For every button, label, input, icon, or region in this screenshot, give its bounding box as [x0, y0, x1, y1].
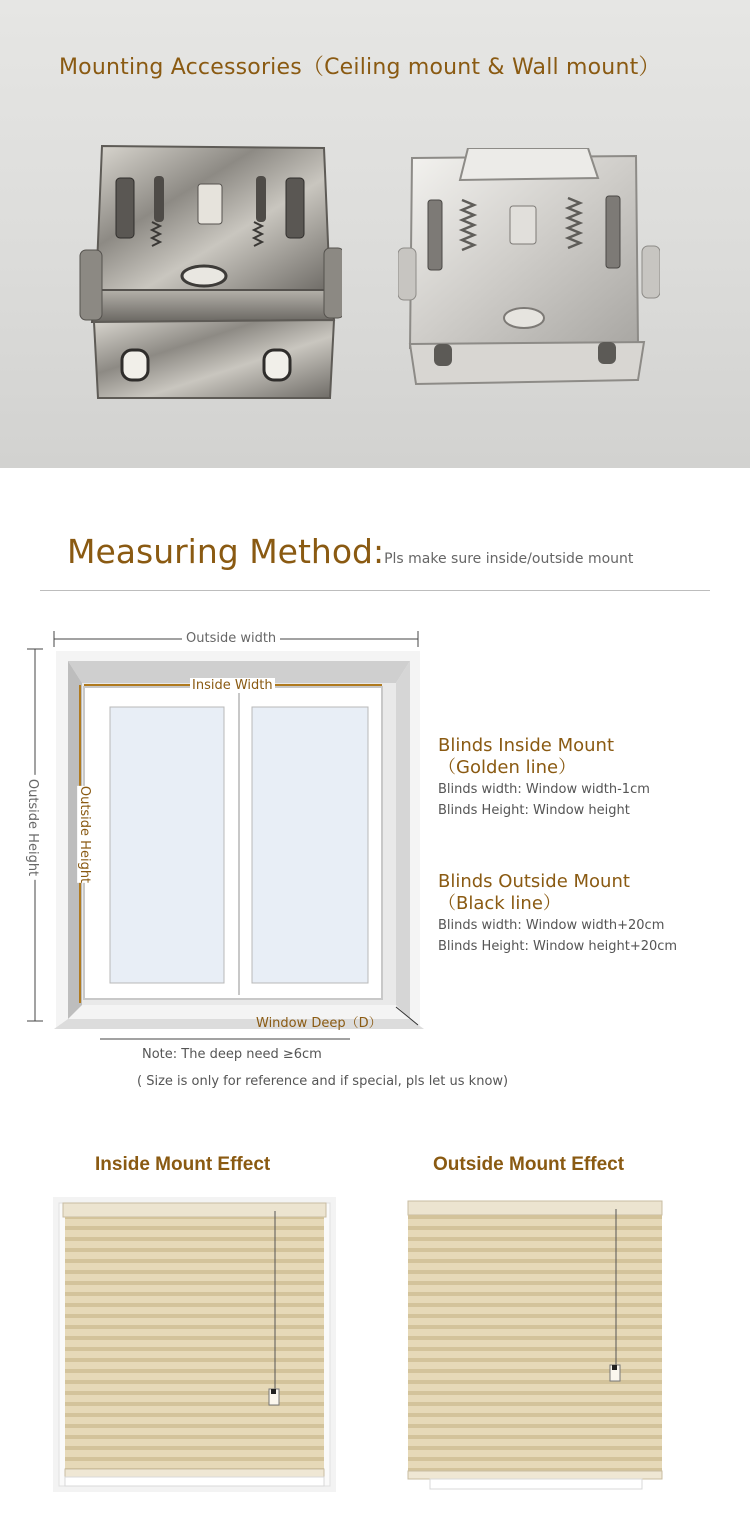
outside-mount-width: Blinds width: Window width+20cm — [438, 918, 665, 933]
ceiling-mount-bracket-image — [72, 140, 342, 410]
outside-mount-title: Blinds Outside Mount — [438, 871, 630, 892]
outside-mount-effect-image — [400, 1197, 670, 1495]
window-deep-label: Window Deep（D） — [256, 1016, 382, 1031]
outside-height-label: Outside Height — [25, 775, 40, 880]
inside-mount-height: Blinds Height: Window height — [438, 803, 630, 818]
inside-mount-line: （Golden line） — [438, 757, 577, 778]
outside-effect-title: Outside Mount Effect — [433, 1154, 625, 1175]
inside-mount-title: Blinds Inside Mount — [438, 735, 615, 756]
inside-mount-effect-image — [53, 1197, 336, 1492]
inside-height-label: Outside Height — [77, 785, 93, 884]
inside-effect-title: Inside Mount Effect — [95, 1154, 271, 1175]
accessories-photo — [0, 0, 750, 468]
inside-mount-width: Blinds width: Window width-1cm — [438, 782, 650, 797]
reference-note: ( Size is only for reference and if special, pls let us know) — [137, 1074, 509, 1089]
accessories-title: Mounting Accessories（Ceiling mount & Wall mount） — [59, 55, 661, 80]
measuring-subtitle: Pls make sure inside/outside mount — [384, 551, 634, 567]
outside-width-label: Outside width — [182, 631, 280, 646]
outside-mount-height: Blinds Height: Window height+20cm — [438, 939, 678, 954]
deep-note: Note: The deep need ≥6cm — [142, 1047, 322, 1062]
inside-width-label: Inside Width — [192, 678, 273, 693]
outside-mount-line: （Black line） — [438, 893, 561, 914]
outside-mount-spec — [438, 871, 738, 957]
inside-mount-spec — [438, 735, 738, 821]
wall-mount-bracket-image — [398, 148, 660, 390]
section-divider — [40, 590, 710, 591]
measuring-title: Measuring Method: — [67, 532, 385, 571]
window-diagram — [20, 615, 440, 1045]
measuring-heading — [67, 532, 633, 571]
